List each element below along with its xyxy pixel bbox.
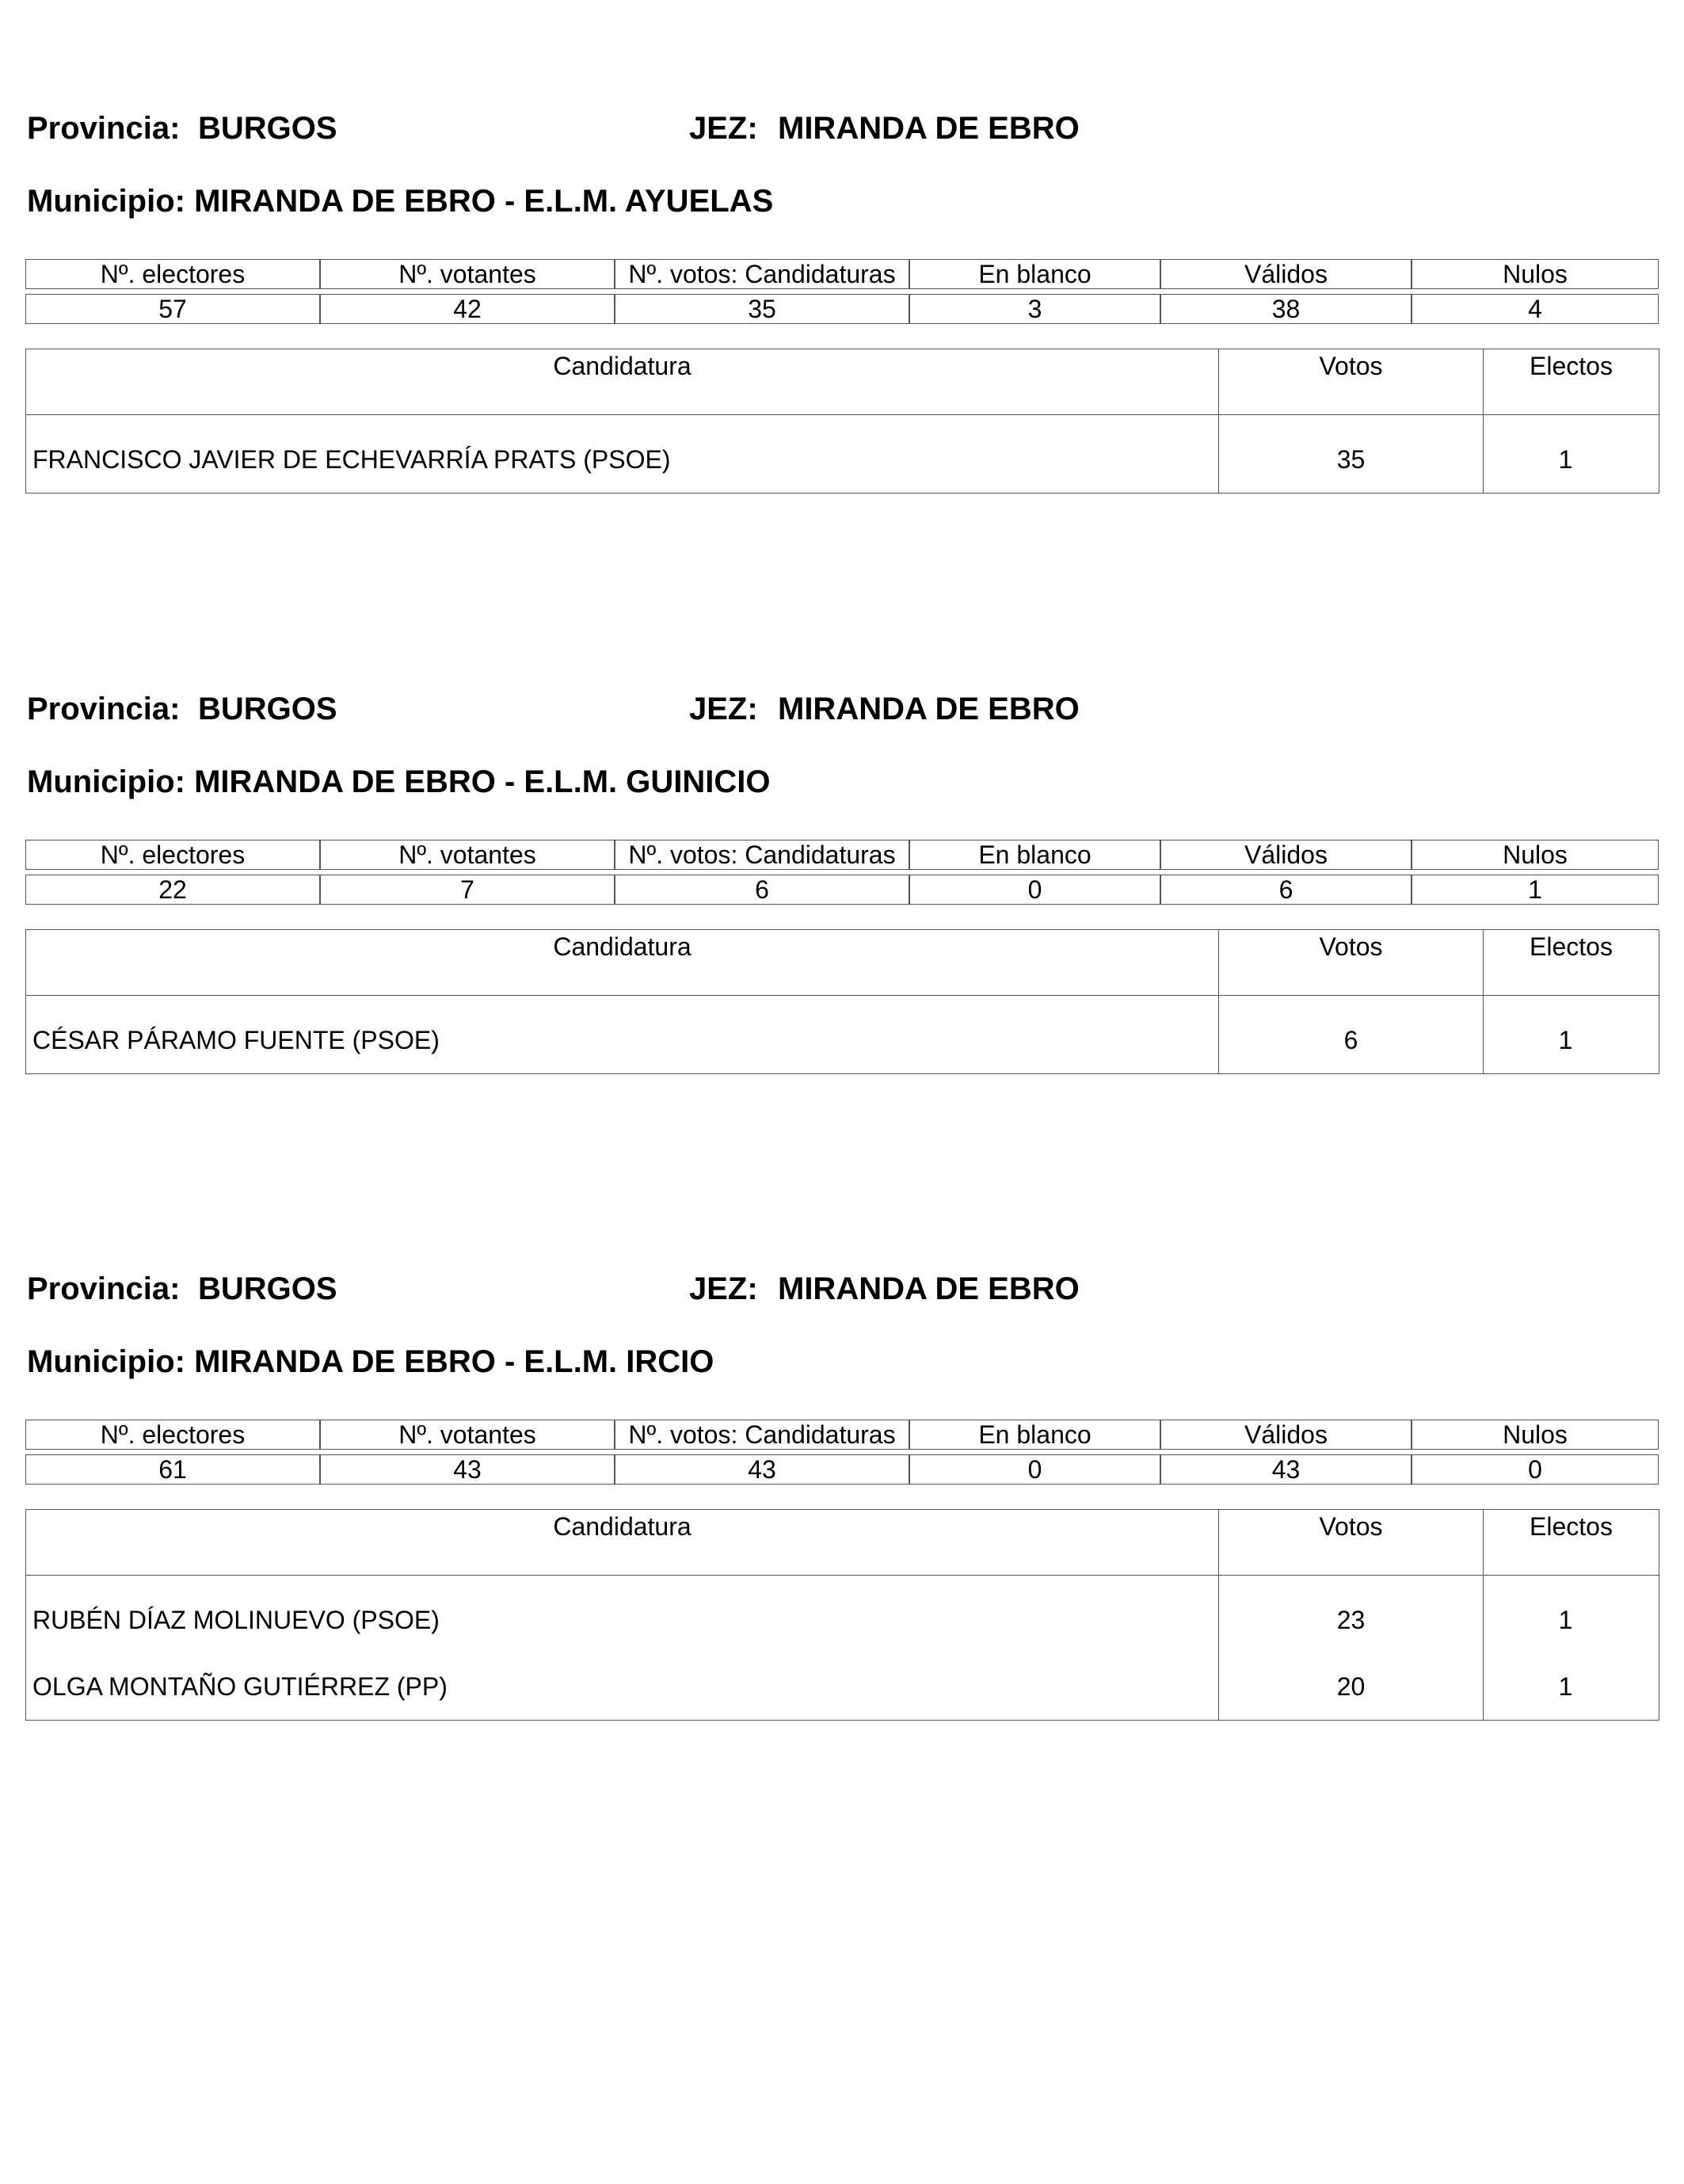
stats-value: 42 <box>320 294 615 324</box>
stats-header: Nº. electores <box>25 259 320 289</box>
stats-header: Nº. votos: Candidaturas <box>615 840 909 870</box>
stats-header: En blanco <box>909 259 1160 289</box>
candidate-name: CÉSAR PÁRAMO FUENTE (PSOE) <box>26 996 1219 1074</box>
municipio-label: Municipio: <box>27 764 185 799</box>
stats-header-row <box>25 1420 1659 1450</box>
candidates-header-row <box>26 1510 1659 1576</box>
candidate-name: OLGA MONTAÑO GUTIÉRREZ (PP) <box>26 1653 1219 1721</box>
stats-header: Válidos <box>1160 1420 1412 1450</box>
candidate-electos: 1 <box>1484 415 1659 494</box>
stats-header: Nº. votantes <box>320 1420 615 1450</box>
stats-header: Válidos <box>1160 259 1412 289</box>
stats-value: 4 <box>1412 294 1659 324</box>
municipio-label: Municipio: <box>27 184 185 219</box>
municipio-line <box>25 1344 1659 1392</box>
stats-table <box>25 1420 1659 1485</box>
stats-value: 43 <box>1160 1454 1412 1485</box>
stats-header-row <box>25 259 1659 289</box>
stats-header: Nº. electores <box>25 1420 320 1450</box>
stats-value: 1 <box>1412 875 1659 905</box>
stats-header: Nº. votos: Candidaturas <box>615 1420 909 1450</box>
stats-value-row <box>25 1454 1659 1485</box>
provincia-value: BURGOS <box>198 111 337 146</box>
candidatura-header: Candidatura <box>26 930 1219 996</box>
stats-header: Nº. votos: Candidaturas <box>615 259 909 289</box>
electos-header: Electos <box>1484 349 1659 415</box>
section-ayuelas <box>25 111 1659 474</box>
stats-header: Nº. votantes <box>320 259 615 289</box>
municipio-text <box>27 184 773 219</box>
stats-value: 61 <box>25 1454 320 1485</box>
candidate-name: FRANCISCO JAVIER DE ECHEVARRÍA PRATS (PSOE) <box>26 415 1219 494</box>
stats-table <box>25 840 1659 905</box>
municipio-value: MIRANDA DE EBRO - E.L.M. IRCIO <box>194 1344 714 1379</box>
stats-header: Nulos <box>1412 1420 1659 1450</box>
provincia-label: Provincia: <box>27 1271 181 1306</box>
candidates-table <box>25 929 1659 1074</box>
stats-header: Nulos <box>1412 259 1659 289</box>
stats-value: 0 <box>1412 1454 1659 1485</box>
electos-header: Electos <box>1484 1510 1659 1576</box>
stats-header: Nº. votantes <box>320 840 615 870</box>
header-line <box>25 1271 1659 1319</box>
provincia-value: BURGOS <box>198 1271 337 1306</box>
candidate-row <box>26 1576 1659 1654</box>
stats-value: 35 <box>615 294 909 324</box>
stats-value: 6 <box>1160 875 1412 905</box>
stats-header: En blanco <box>909 1420 1160 1450</box>
municipio-label: Municipio: <box>27 1344 185 1379</box>
stats-value: 22 <box>25 875 320 905</box>
section-guinicio <box>25 692 1659 1054</box>
jez-value: MIRANDA DE EBRO <box>778 692 1080 726</box>
jez-label: JEZ: <box>689 692 758 726</box>
stats-value: 38 <box>1160 294 1412 324</box>
header-line <box>25 111 1659 158</box>
candidate-votos: 20 <box>1219 1653 1484 1721</box>
header-line <box>25 692 1659 739</box>
candidates-header-row <box>26 349 1659 415</box>
candidates-header-row <box>26 930 1659 996</box>
candidate-votos: 23 <box>1219 1576 1484 1654</box>
candidates-table <box>25 1509 1659 1721</box>
stats-table <box>25 259 1659 324</box>
candidatura-header: Candidatura <box>26 349 1219 415</box>
stats-value: 0 <box>909 875 1160 905</box>
section-ircio <box>25 1271 1659 1701</box>
municipio-value: MIRANDA DE EBRO - E.L.M. GUINICIO <box>194 764 771 799</box>
stats-value-row <box>25 875 1659 905</box>
stats-value: 57 <box>25 294 320 324</box>
stats-value: 6 <box>615 875 909 905</box>
stats-value: 43 <box>615 1454 909 1485</box>
candidate-electos: 1 <box>1484 1653 1659 1721</box>
stats-header: Válidos <box>1160 840 1412 870</box>
stats-header-row <box>25 840 1659 870</box>
stats-header: En blanco <box>909 840 1160 870</box>
stats-value: 0 <box>909 1454 1160 1485</box>
provincia-label: Provincia: <box>27 692 181 726</box>
provincia-value: BURGOS <box>198 692 337 726</box>
candidate-votos: 6 <box>1219 996 1484 1074</box>
stats-value-row <box>25 294 1659 324</box>
municipio-text <box>27 1344 714 1380</box>
candidate-name: RUBÉN DÍAZ MOLINUEVO (PSOE) <box>26 1576 1219 1654</box>
votos-header: Votos <box>1219 1510 1484 1576</box>
candidate-row <box>26 415 1659 494</box>
candidates-table <box>25 349 1659 494</box>
candidate-electos: 1 <box>1484 1576 1659 1654</box>
stats-value: 3 <box>909 294 1160 324</box>
municipio-line <box>25 764 1659 812</box>
jez-value: MIRANDA DE EBRO <box>778 111 1080 146</box>
municipio-value: MIRANDA DE EBRO - E.L.M. AYUELAS <box>194 184 774 219</box>
jez-value: MIRANDA DE EBRO <box>778 1271 1080 1306</box>
electos-header: Electos <box>1484 930 1659 996</box>
candidate-row <box>26 996 1659 1074</box>
stats-value: 7 <box>320 875 615 905</box>
jez-label: JEZ: <box>689 1271 758 1306</box>
municipio-text <box>27 764 771 800</box>
stats-header: Nulos <box>1412 840 1659 870</box>
votos-header: Votos <box>1219 349 1484 415</box>
stats-value: 43 <box>320 1454 615 1485</box>
stats-header: Nº. electores <box>25 840 320 870</box>
jez-label: JEZ: <box>689 111 758 146</box>
candidatura-header: Candidatura <box>26 1510 1219 1576</box>
municipio-line <box>25 184 1659 231</box>
candidate-electos: 1 <box>1484 996 1659 1074</box>
candidate-row <box>26 1653 1659 1721</box>
votos-header: Votos <box>1219 930 1484 996</box>
provincia-label: Provincia: <box>27 111 181 146</box>
candidate-votos: 35 <box>1219 415 1484 494</box>
